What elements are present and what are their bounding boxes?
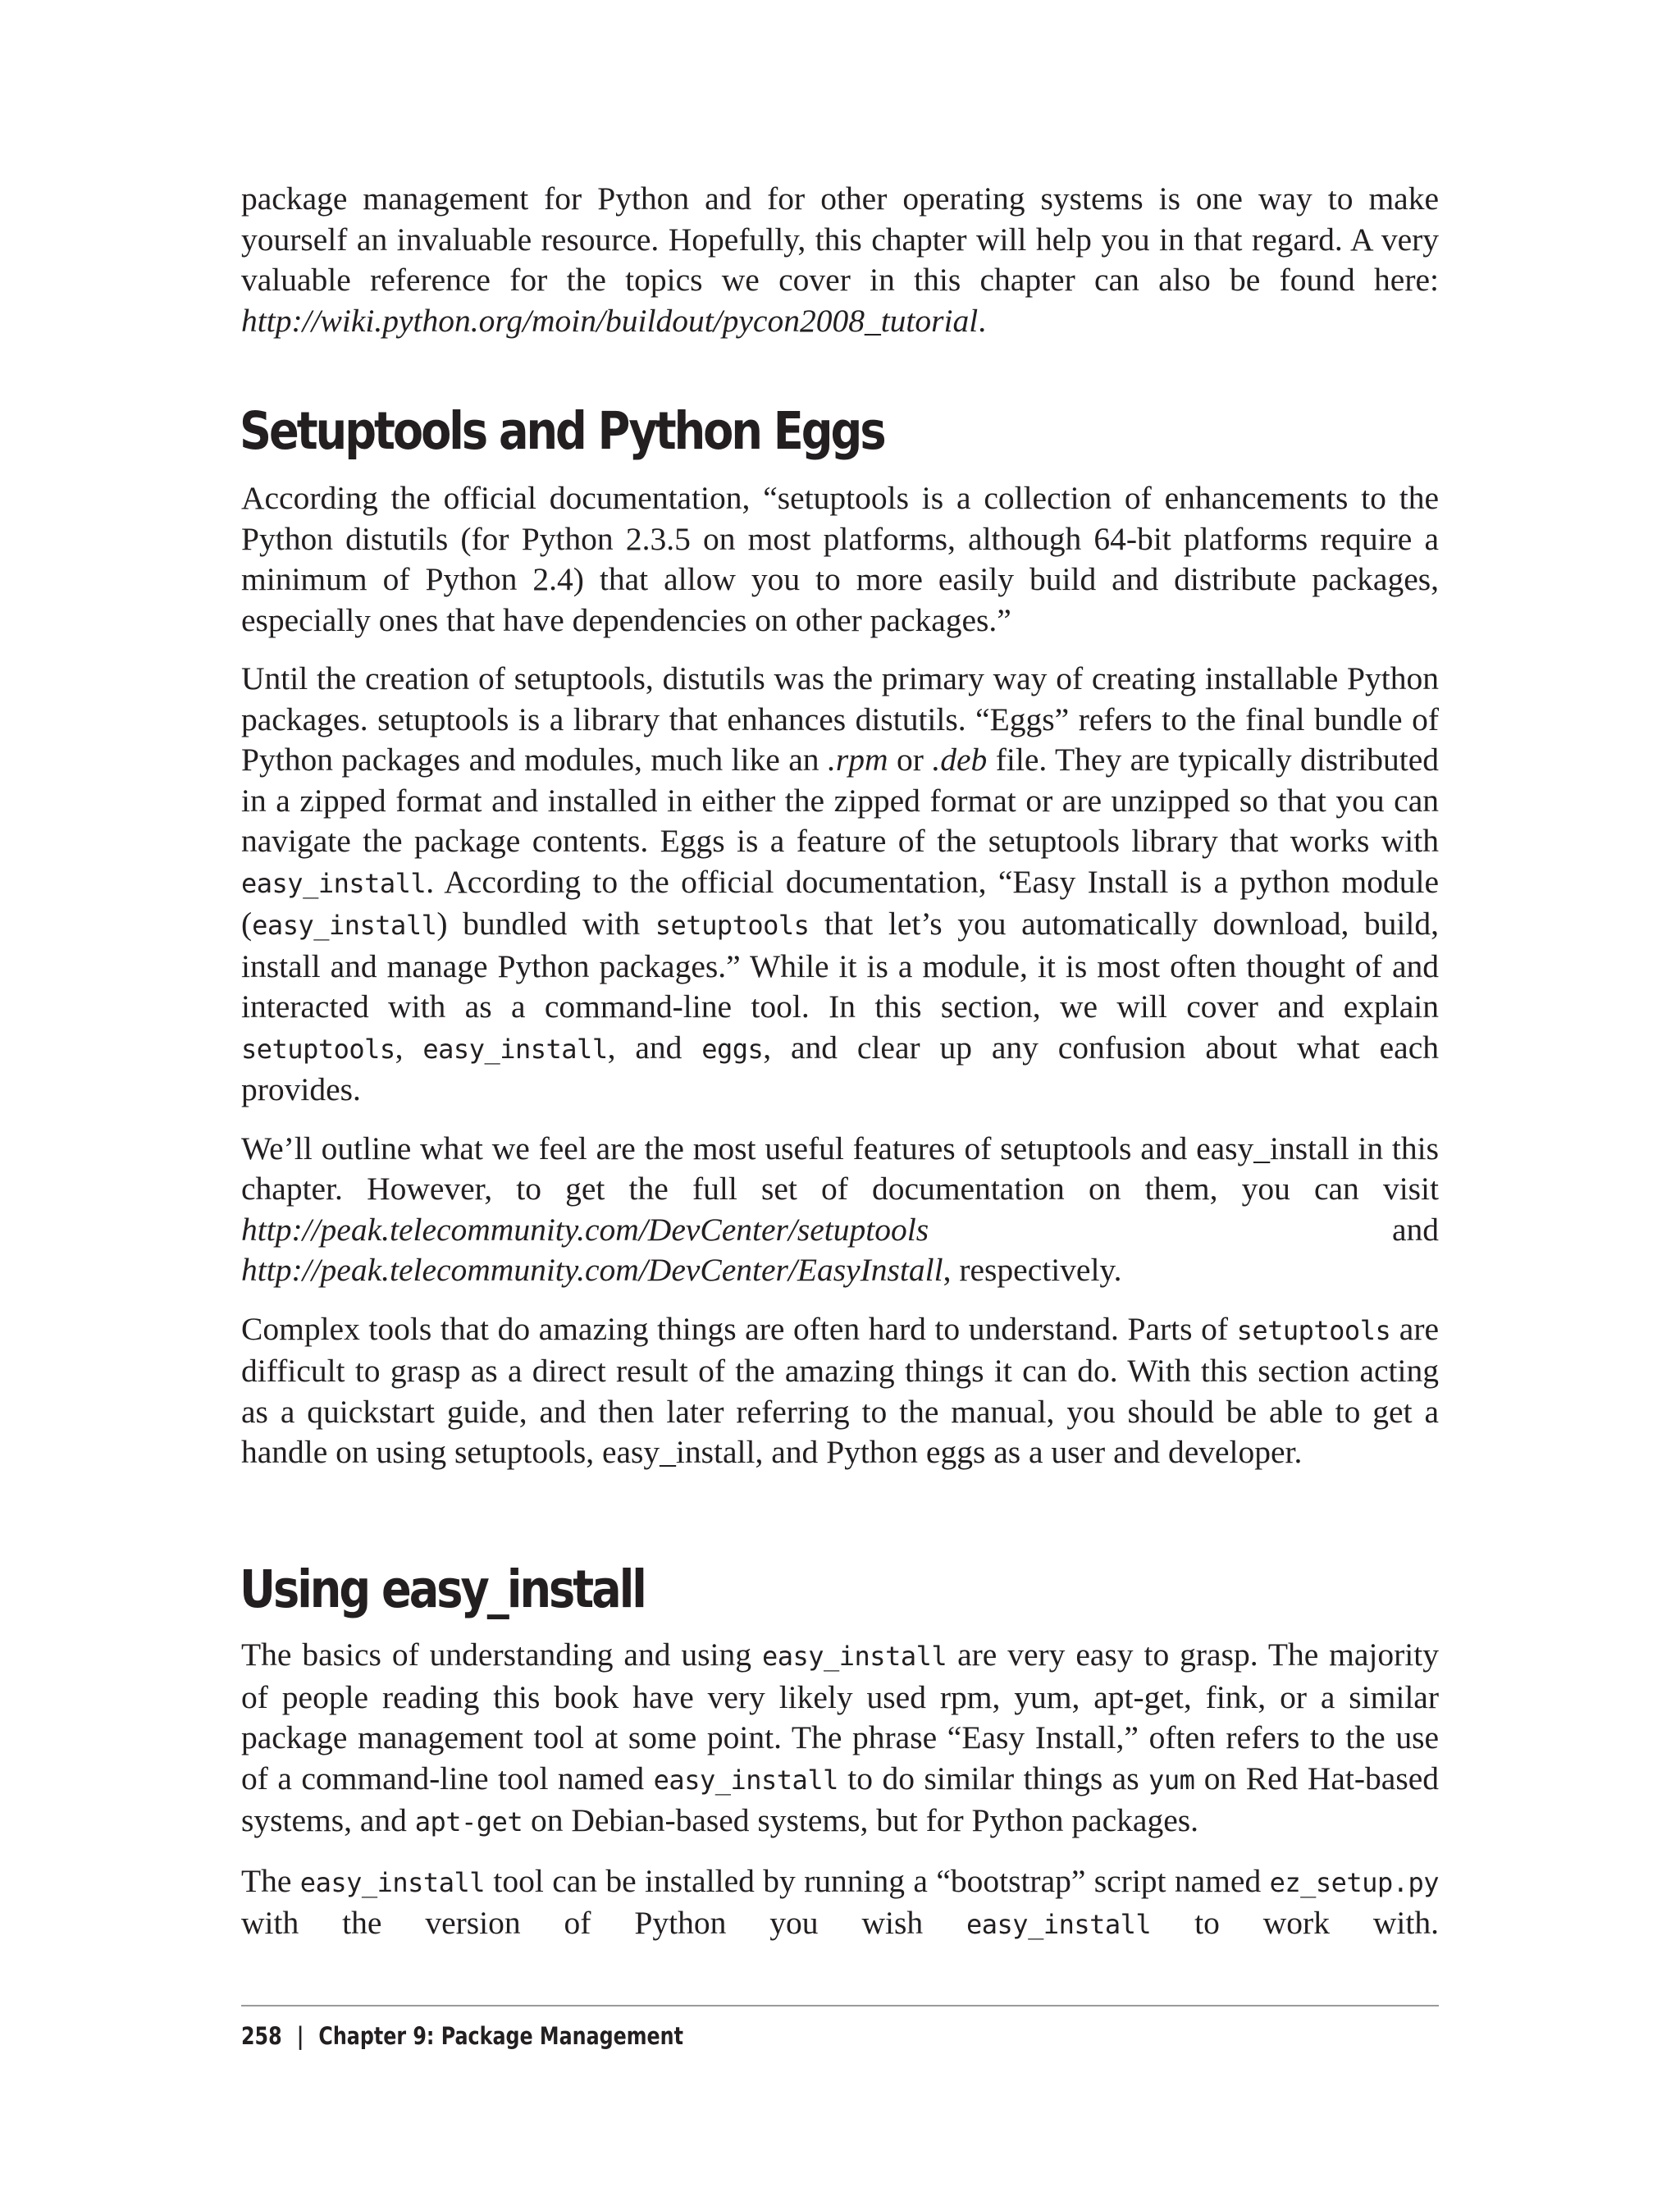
code-term: setuptools	[241, 1033, 395, 1065]
intro-line: yourself an invaluable resource. Hopefully, this chapter will help you in that regard. A	[241, 221, 1372, 258]
code-term: easy_install	[241, 867, 427, 899]
intro-url-tail: .	[978, 302, 987, 339]
code-term: easy_install	[966, 1909, 1152, 1940]
code-term: easy_install	[422, 1033, 608, 1065]
paragraph: We’ll outline what we feel are the most useful features of setuptools and easy_install in this chapter. However, to get the full set of documentation on them, you can visit http://peak.telecommunity.com/DevCenter/setuptools and http://peak.telecommunity.com/DevCenter/EasyInstall, respectively.	[241, 1130, 1439, 1288]
paragraph: Complex tools that do amazing things are often hard to understand. Parts of setuptools are difficult to grasp as a direct result of the amazing things it can do. With this section acting as a quickstart guide, and then later referring to the manual, you should be able to get a handle on using setuptools, easy_install, and Python eggs as a user and developer.	[241, 1310, 1440, 1470]
code-term: ez_setup.py	[1269, 1866, 1439, 1898]
page-number: 258	[241, 2022, 282, 2050]
paragraph: The easy_install tool can be installed by running a “bootstrap” script named ez_setup.py with the version of Python you wish easy_install to work with.	[241, 1862, 1439, 1941]
code-term: apt-get	[414, 1806, 523, 1838]
section-setuptools-body	[241, 478, 1439, 1473]
section-easy-install-body	[241, 1635, 1439, 1946]
intro-paragraph	[241, 179, 1439, 341]
code-term: easy_install	[653, 1764, 838, 1796]
paragraph: The basics of understanding and using easy_install are very easy to grasp. The majority of people reading this book have very likely used rpm, yum, apt-get, fink, or a similar package management tool at some point. The phrase “Easy Install,” often refers to the use of a command-line tool named easy_install to do similar things as yum on Red Hat-based systems, and apt-get on Debian-based systems, but for Python packages.	[241, 1637, 1440, 1838]
code-term: easy_install	[761, 1641, 947, 1672]
setuptools-url: http://peak.telecommunity.com/DevCenter/setuptools	[241, 1211, 929, 1248]
code-term: easy_install	[252, 910, 437, 941]
intro-url: http://wiki.python.org/moin/buildout/pycon2008_tutorial	[241, 302, 979, 339]
paragraph: Until the creation of setuptools, distutils was the primary way of creating installable Python packages. setuptools is a library that enhances distutils. “Eggs” refers to the final bundle of Python packages and modules, much like an .rpm or .deb file. They are typically distributed in a zipped format and installed in either the zipped format or are unzipped so that you can navigate the package contents. Eggs is a feature of the setuptools library that works with easy_install. According to the official documentation, “Easy Install is a python module (easy_install) bundled with setuptools that let’s you automatically download, build, install and manage Python packages.” While it is a module, it is most often thought of and interacted with as a command-line tool. In this section, we will cover and explain setuptools, easy_install, and eggs, and clear up any confusion about what each provides.	[241, 660, 1439, 1107]
footer-rule	[241, 2005, 1439, 2006]
footer-separator: |	[296, 2022, 304, 2050]
intro-line: very valuable reference for the topics we cover in this chapter can also be found here:	[241, 221, 1440, 298]
code-term: eggs	[701, 1033, 764, 1065]
intro-line: package management for Python and for other operating systems is one way to make	[241, 180, 1439, 217]
chapter-title: Chapter 9: Package Management	[318, 2022, 683, 2050]
code-term: setuptools	[1236, 1314, 1391, 1346]
section-heading-easy-install: Using easy_install	[240, 1559, 645, 1619]
section-heading-setuptools: Setuptools and Python Eggs	[240, 401, 884, 461]
code-term: yum	[1148, 1764, 1195, 1796]
code-term: easy_install	[299, 1866, 485, 1898]
page-footer	[241, 2020, 683, 2052]
rpm-term: .rpm	[828, 742, 888, 778]
easyinstall-url: http://peak.telecommunity.com/DevCenter/EasyInstall	[241, 1252, 943, 1288]
code-term: setuptools	[655, 910, 810, 941]
paragraph: According the official documentation, “setuptools is a collection of enhancements to the Python distutils (for Python 2.3.5 on most platforms, although 64-bit platforms require a minimum of Python 2.4) that allow you to more easily build and distribute packages, especially ones that have dependencies on other packages.”	[241, 480, 1439, 638]
deb-term: .deb	[932, 742, 988, 778]
